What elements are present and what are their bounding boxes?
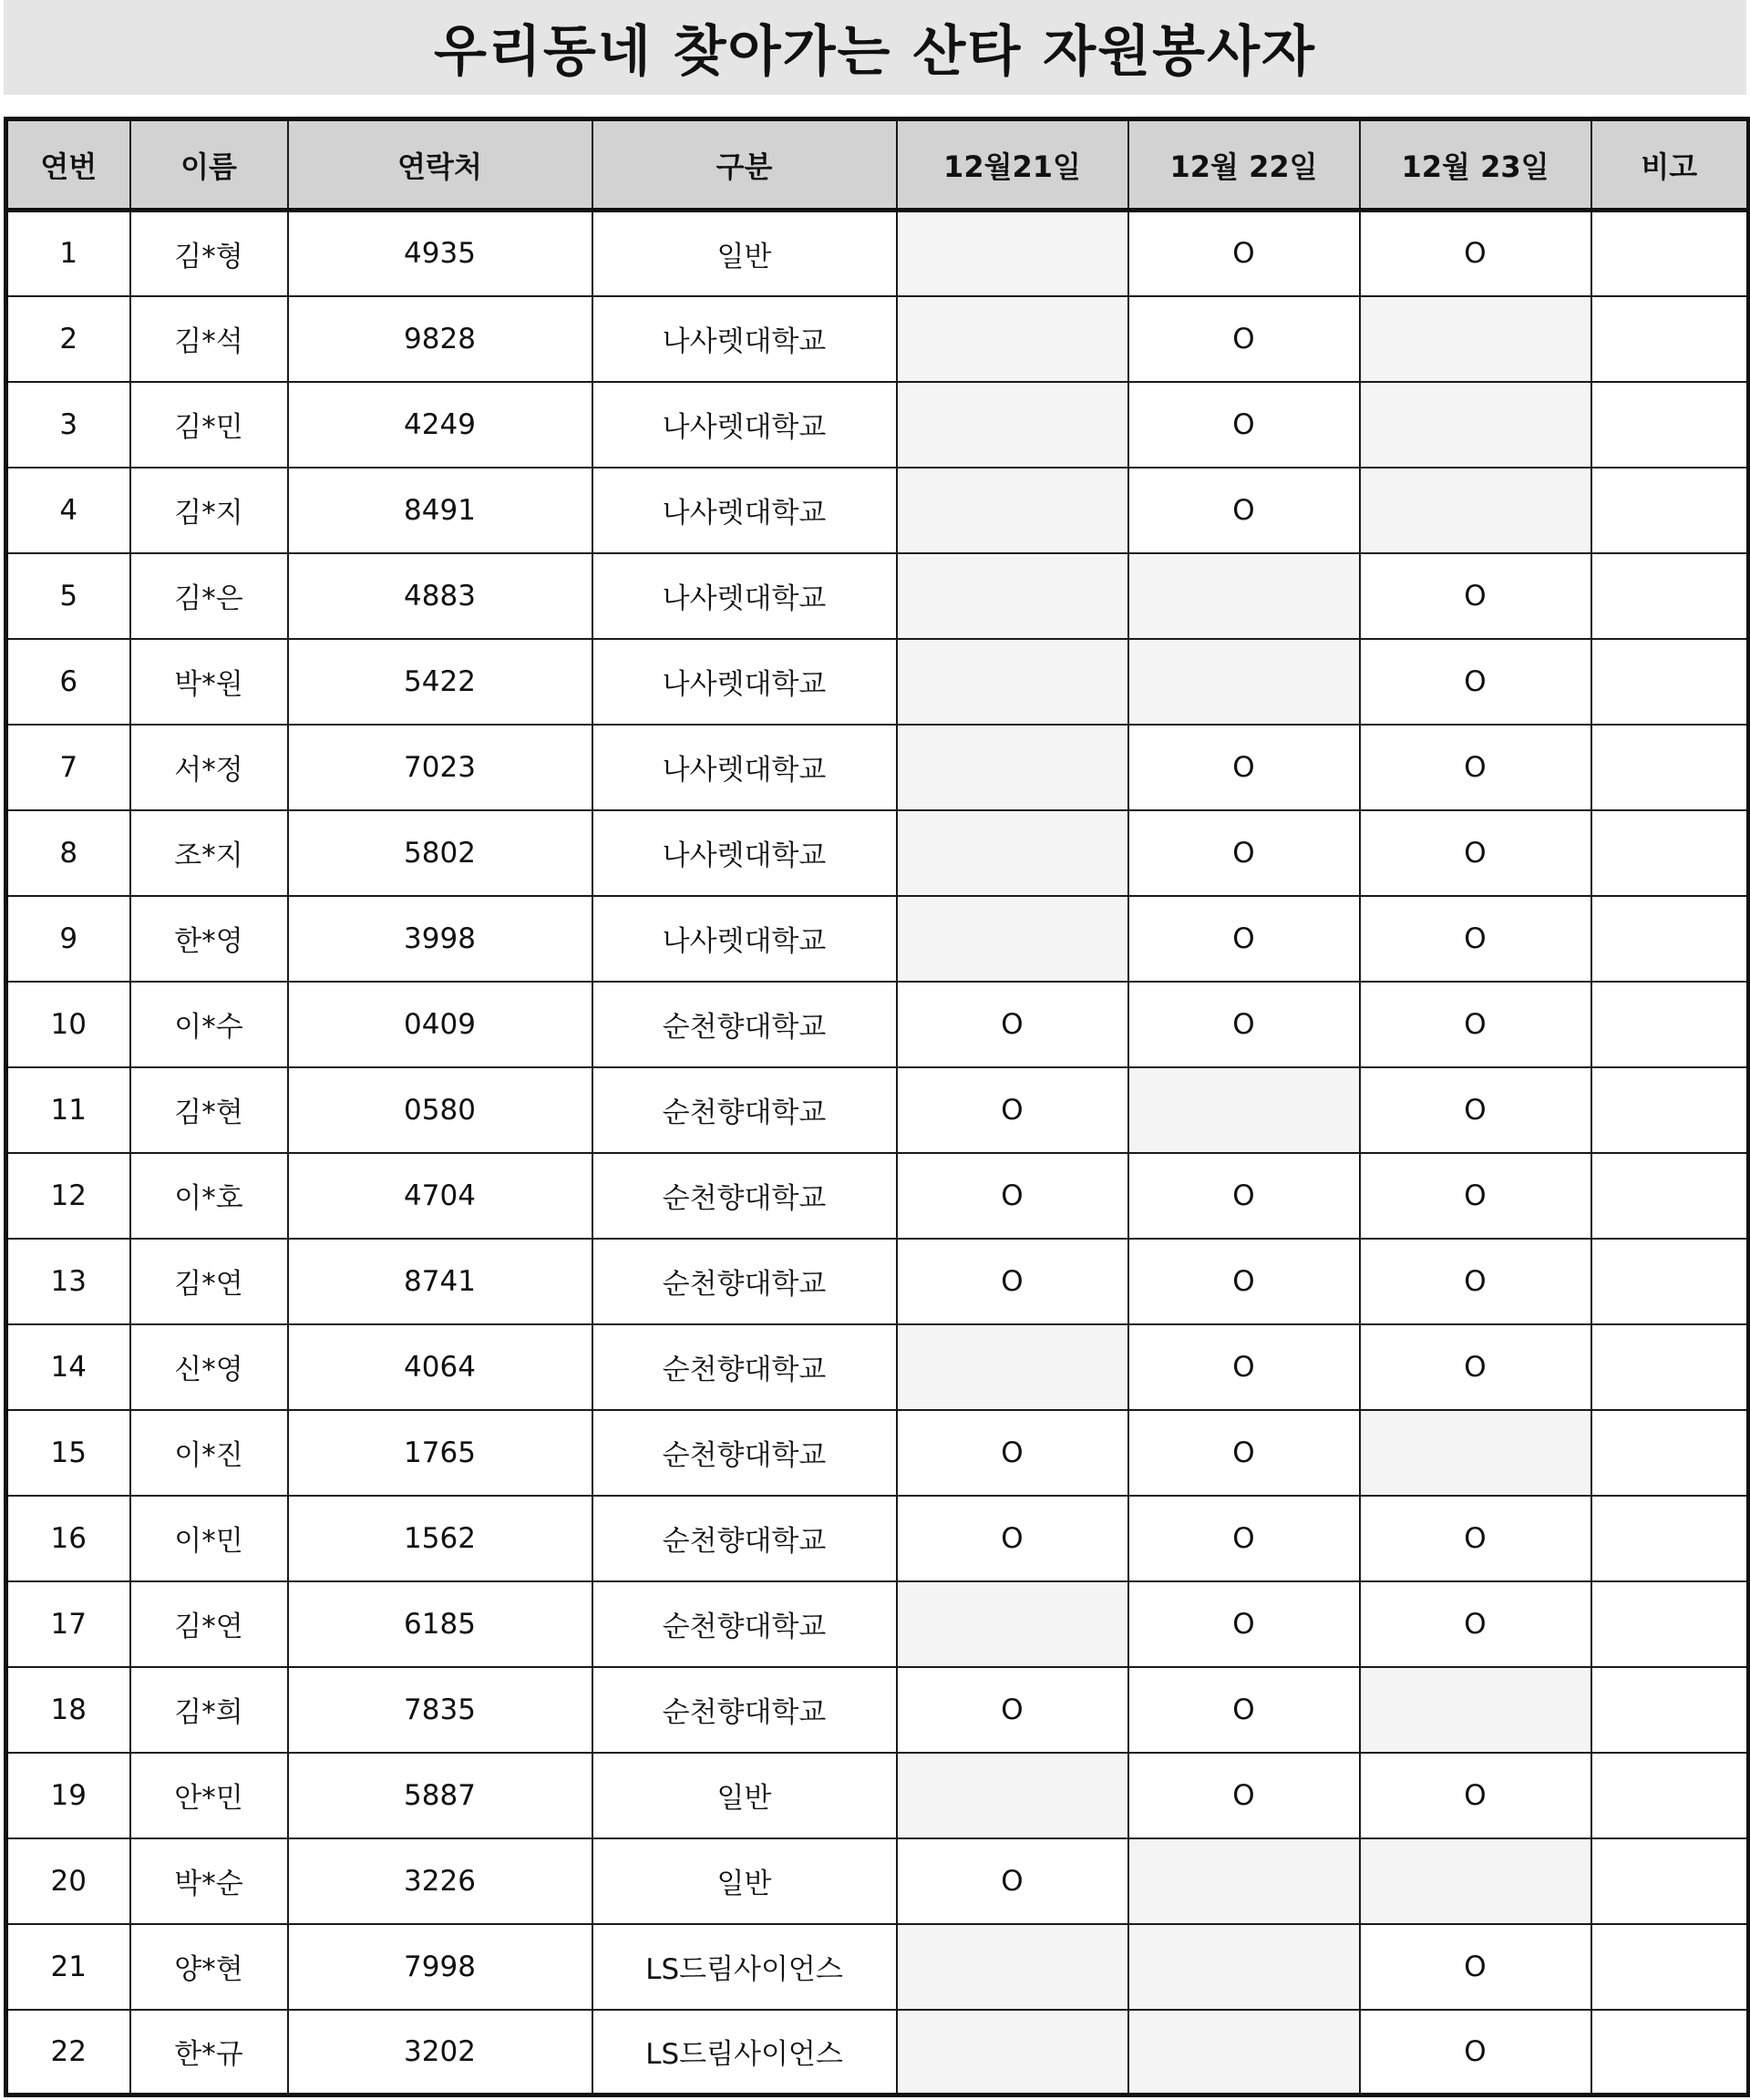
cell-note [1591,1838,1749,1924]
cell-serial-number: 18 [6,1667,130,1753]
cell-contact: 4883 [288,553,592,639]
cell-category: 순천향대학교 [592,1324,897,1410]
cell-dec-21 [897,382,1128,468]
cell-dec-21 [897,2010,1128,2095]
cell-category: 나사렛대학교 [592,896,897,982]
table-row [6,896,1749,982]
cell-category: 일반 [592,1838,897,1924]
cell-dec-21 [897,725,1128,810]
cell-note [1591,1410,1749,1496]
cell-serial-number: 16 [6,1496,130,1581]
cell-dec-21 [897,211,1128,296]
cell-note [1591,1067,1749,1153]
table-row [6,211,1749,296]
cell-name: 김*민 [130,382,288,468]
cell-dec-22: O [1128,1239,1360,1324]
cell-note [1591,725,1749,810]
cell-category: 나사렛대학교 [592,382,897,468]
volunteer-table [4,117,1750,2097]
cell-serial-number: 17 [6,1581,130,1667]
cell-serial-number: 9 [6,896,130,982]
cell-serial-number: 5 [6,553,130,639]
cell-dec-21: O [897,1496,1128,1581]
cell-dec-22: O [1128,982,1360,1067]
cell-name: 양*현 [130,1924,288,2010]
cell-dec-21: O [897,1153,1128,1239]
cell-name: 이*호 [130,1153,288,1239]
cell-note [1591,296,1749,382]
cell-category: 순천향대학교 [592,1239,897,1324]
cell-contact: 4704 [288,1153,592,1239]
cell-category: 순천향대학교 [592,982,897,1067]
cell-contact: 4249 [288,382,592,468]
cell-dec-21 [897,1581,1128,1667]
cell-serial-number: 20 [6,1838,130,1924]
cell-dec-23: O [1360,1239,1591,1324]
cell-dec-22 [1128,1067,1360,1153]
cell-serial-number: 21 [6,1924,130,2010]
cell-dec-21 [897,553,1128,639]
table-row [6,639,1749,725]
cell-dec-21: O [897,1239,1128,1324]
cell-note [1591,1324,1749,1410]
cell-note [1591,2010,1749,2095]
cell-dec-22 [1128,1838,1360,1924]
title-bar [4,0,1746,95]
table-row [6,982,1749,1067]
table-row [6,1324,1749,1410]
table-row [6,1410,1749,1496]
cell-name: 박*원 [130,639,288,725]
table-row [6,1239,1749,1324]
cell-name: 이*민 [130,1496,288,1581]
cell-contact: 8741 [288,1239,592,1324]
cell-dec-23: O [1360,553,1591,639]
cell-name: 조*지 [130,810,288,896]
cell-dec-22: O [1128,810,1360,896]
cell-note [1591,1581,1749,1667]
cell-serial-number: 12 [6,1153,130,1239]
cell-contact: 9828 [288,296,592,382]
page-title: 우리동네 찾아가는 산타 자원봉사자 [433,20,1317,84]
table-row [6,1753,1749,1838]
cell-serial-number: 15 [6,1410,130,1496]
cell-category: 순천향대학교 [592,1410,897,1496]
cell-dec-23: O [1360,1324,1591,1410]
cell-serial-number: 7 [6,725,130,810]
cell-name: 김*석 [130,296,288,382]
cell-category: 순천향대학교 [592,1496,897,1581]
header-category: 구분 [592,119,897,211]
cell-note [1591,1667,1749,1753]
header-dec-23: 12월 23일 [1360,119,1591,211]
cell-category: 나사렛대학교 [592,296,897,382]
cell-category: 순천향대학교 [592,1667,897,1753]
cell-note [1591,1239,1749,1324]
cell-category: LS드림사이언스 [592,2010,897,2095]
cell-dec-22 [1128,639,1360,725]
cell-dec-22: O [1128,211,1360,296]
cell-dec-23 [1360,296,1591,382]
cell-name: 박*순 [130,1838,288,1924]
cell-note [1591,896,1749,982]
cell-contact: 8491 [288,468,592,553]
cell-serial-number: 13 [6,1239,130,1324]
table-row [6,296,1749,382]
cell-note [1591,1496,1749,1581]
cell-dec-23 [1360,1838,1591,1924]
cell-name: 김*연 [130,1581,288,1667]
cell-name: 김*지 [130,468,288,553]
cell-dec-21: O [897,1838,1128,1924]
cell-dec-23: O [1360,1581,1591,1667]
cell-serial-number: 6 [6,639,130,725]
header-name: 이름 [130,119,288,211]
cell-name: 김*은 [130,553,288,639]
cell-contact: 1562 [288,1496,592,1581]
cell-serial-number: 8 [6,810,130,896]
cell-serial-number: 19 [6,1753,130,1838]
cell-dec-23 [1360,468,1591,553]
cell-contact: 3998 [288,896,592,982]
cell-category: 일반 [592,1753,897,1838]
cell-note [1591,1924,1749,2010]
cell-note [1591,211,1749,296]
cell-dec-21: O [897,982,1128,1067]
cell-contact: 0580 [288,1067,592,1153]
cell-dec-23: O [1360,1496,1591,1581]
cell-contact: 3202 [288,2010,592,2095]
cell-contact: 7835 [288,1667,592,1753]
cell-dec-23: O [1360,725,1591,810]
cell-dec-21 [897,296,1128,382]
cell-contact: 0409 [288,982,592,1067]
cell-note [1591,810,1749,896]
cell-note [1591,553,1749,639]
header-row [6,119,1749,211]
cell-category: 일반 [592,211,897,296]
cell-name: 김*희 [130,1667,288,1753]
cell-dec-21: O [897,1667,1128,1753]
cell-name: 한*영 [130,896,288,982]
cell-serial-number: 3 [6,382,130,468]
table-row [6,810,1749,896]
cell-dec-23: O [1360,2010,1591,2095]
cell-contact: 5802 [288,810,592,896]
cell-serial-number: 11 [6,1067,130,1153]
cell-name: 신*영 [130,1324,288,1410]
cell-serial-number: 1 [6,211,130,296]
header-contact: 연락처 [288,119,592,211]
cell-dec-21 [897,639,1128,725]
cell-dec-22: O [1128,382,1360,468]
cell-dec-21 [897,468,1128,553]
cell-dec-21 [897,1924,1128,2010]
cell-dec-22: O [1128,1410,1360,1496]
cell-note [1591,639,1749,725]
cell-dec-23: O [1360,1753,1591,1838]
header-note: 비고 [1591,119,1749,211]
cell-name: 김*연 [130,1239,288,1324]
cell-contact: 4935 [288,211,592,296]
header-serial-number: 연번 [6,119,130,211]
cell-contact: 5887 [288,1753,592,1838]
cell-dec-21 [897,1324,1128,1410]
table-row [6,553,1749,639]
cell-dec-21: O [897,1410,1128,1496]
cell-serial-number: 14 [6,1324,130,1410]
table-row [6,1496,1749,1581]
cell-category: 나사렛대학교 [592,468,897,553]
table-row [6,1667,1749,1753]
cell-dec-22: O [1128,468,1360,553]
cell-dec-23: O [1360,639,1591,725]
cell-dec-22: O [1128,1581,1360,1667]
cell-contact: 7998 [288,1924,592,2010]
cell-name: 김*현 [130,1067,288,1153]
cell-dec-23: O [1360,1153,1591,1239]
cell-note [1591,1153,1749,1239]
cell-category: 순천향대학교 [592,1067,897,1153]
cell-category: 나사렛대학교 [592,553,897,639]
cell-dec-21 [897,1753,1128,1838]
cell-dec-21: O [897,1067,1128,1153]
cell-contact: 6185 [288,1581,592,1667]
cell-category: 나사렛대학교 [592,725,897,810]
cell-dec-23: O [1360,810,1591,896]
table-row [6,2010,1749,2095]
cell-dec-22: O [1128,1753,1360,1838]
cell-note [1591,982,1749,1067]
cell-contact: 3226 [288,1838,592,1924]
cell-dec-23 [1360,1410,1591,1496]
cell-name: 이*수 [130,982,288,1067]
cell-dec-23: O [1360,896,1591,982]
cell-contact: 4064 [288,1324,592,1410]
table-row [6,1581,1749,1667]
cell-dec-22: O [1128,1324,1360,1410]
cell-dec-22 [1128,553,1360,639]
cell-name: 김*형 [130,211,288,296]
cell-dec-22: O [1128,1153,1360,1239]
table-row [6,1838,1749,1924]
cell-dec-23: O [1360,211,1591,296]
cell-name: 서*정 [130,725,288,810]
cell-name: 안*민 [130,1753,288,1838]
cell-dec-21 [897,810,1128,896]
cell-name: 한*규 [130,2010,288,2095]
cell-category: 순천향대학교 [592,1153,897,1239]
table-row [6,468,1749,553]
cell-serial-number: 2 [6,296,130,382]
cell-dec-23: O [1360,1067,1591,1153]
cell-note [1591,382,1749,468]
cell-dec-22 [1128,2010,1360,2095]
cell-dec-22: O [1128,896,1360,982]
cell-dec-22: O [1128,296,1360,382]
table-row [6,1067,1749,1153]
cell-category: 나사렛대학교 [592,639,897,725]
table-body [6,211,1749,2095]
cell-note [1591,1753,1749,1838]
header-dec-21: 12월21일 [897,119,1128,211]
cell-category: 나사렛대학교 [592,810,897,896]
cell-dec-23 [1360,382,1591,468]
cell-dec-22 [1128,1924,1360,2010]
header-dec-22: 12월 22일 [1128,119,1360,211]
cell-contact: 1765 [288,1410,592,1496]
cell-serial-number: 10 [6,982,130,1067]
cell-dec-21 [897,896,1128,982]
cell-serial-number: 4 [6,468,130,553]
cell-dec-23: O [1360,982,1591,1067]
cell-note [1591,468,1749,553]
cell-dec-23: O [1360,1924,1591,2010]
cell-name: 이*진 [130,1410,288,1496]
cell-contact: 5422 [288,639,592,725]
cell-dec-22: O [1128,1496,1360,1581]
cell-category: 순천향대학교 [592,1581,897,1667]
cell-dec-22: O [1128,1667,1360,1753]
table-row [6,382,1749,468]
cell-dec-22: O [1128,725,1360,810]
table-row [6,1153,1749,1239]
cell-category: LS드림사이언스 [592,1924,897,2010]
cell-dec-23 [1360,1667,1591,1753]
cell-serial-number: 22 [6,2010,130,2095]
table-row [6,725,1749,810]
cell-contact: 7023 [288,725,592,810]
table-row [6,1924,1749,2010]
